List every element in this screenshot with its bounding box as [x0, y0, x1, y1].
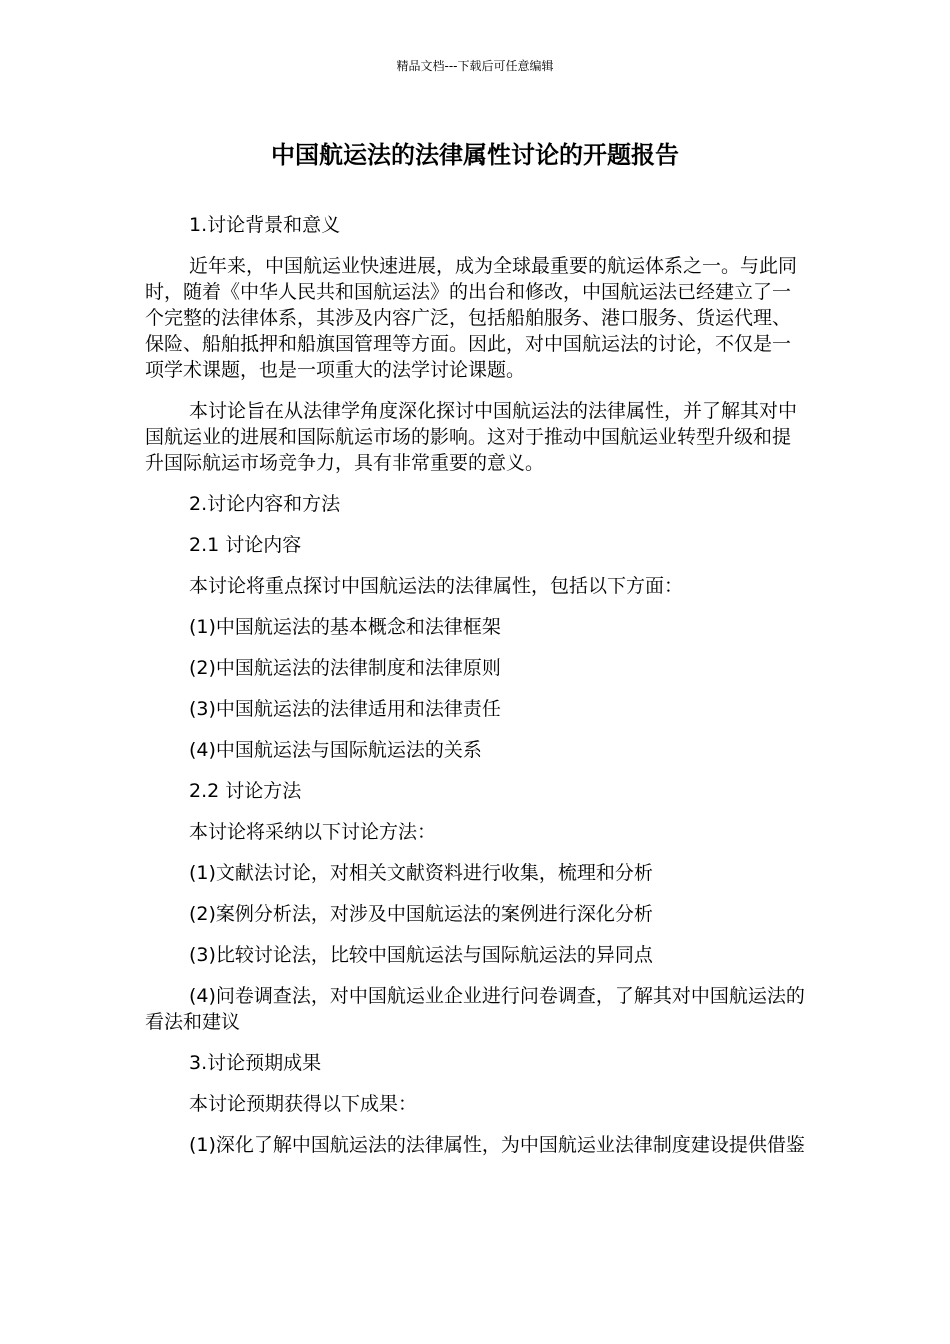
section-heading-background: 1.讨论背景和意义 [189, 214, 341, 236]
list-item-method-2: (2)案例分析法，对涉及中国航运法的案例进行深化分析 [189, 903, 653, 925]
section-heading-content-method: 2.讨论内容和方法 [189, 493, 341, 515]
list-item-content-4: (4)中国航运法与国际航运法的关系 [189, 739, 482, 761]
list-item-content-1: (1)中国航运法的基本概念和法律框架 [189, 616, 501, 638]
paragraph-method-intro: 本讨论将采纳以下讨论方法： [189, 821, 437, 843]
list-item-method-4: (4)问卷调查法，对中国航运业企业进行问卷调查，了解其对中国航运法的看法和建议 [145, 985, 805, 1033]
header-note: 精品文档---下载后可任意编辑 [396, 59, 554, 73]
document-body [145, 212, 805, 1173]
subsection-heading-method: 2.2 讨论方法 [189, 780, 302, 802]
list-item-method-1: (1)文献法讨论，对相关文献资料进行收集，梳理和分析 [189, 862, 653, 884]
paragraph-results-intro: 本讨论预期获得以下成果： [189, 1093, 418, 1115]
document-title: 中国航运法的法律属性讨论的开题报告 [271, 141, 679, 169]
section-heading-expected-results: 3.讨论预期成果 [189, 1052, 322, 1074]
paragraph-content-intro: 本讨论将重点探讨中国航运法的法律属性，包括以下方面： [189, 575, 684, 597]
list-item-content-3: (3)中国航运法的法律适用和法律责任 [189, 698, 501, 720]
list-item-content-2: (2)中国航运法的法律制度和法律原则 [189, 657, 501, 679]
paragraph-background: 近年来，中国航运业快速进展，成为全球最重要的航运体系之一。与此同时，随着《中华人民共和国航运法》的出台和修改，中国航运法已经建立了一个完整的法律体系，其涉及内容广泛，包括船舶服务、港口服务、货运代理、保险、船舶抵押和船旗国管理等方面。因此，对中国航运法的讨论，不仅是一项学术课题，也是一项重大的法学讨论课题。 [145, 255, 798, 381]
subsection-heading-content: 2.1 讨论内容 [189, 534, 302, 556]
list-item-method-3: (3)比较讨论法，比较中国航运法与国际航运法的异同点 [189, 944, 653, 966]
paragraph-purpose: 本讨论旨在从法律学角度深化探讨中国航运法的法律属性，并了解其对中国航运业的进展和国际航运市场的影响。这对于推动中国航运业转型升级和提升国际航运市场竞争力，具有非常重要的意义。 [145, 400, 798, 474]
list-item-result-1: (1)深化了解中国航运法的法律属性，为中国航运业法律制度建设提供借鉴 [189, 1134, 805, 1156]
